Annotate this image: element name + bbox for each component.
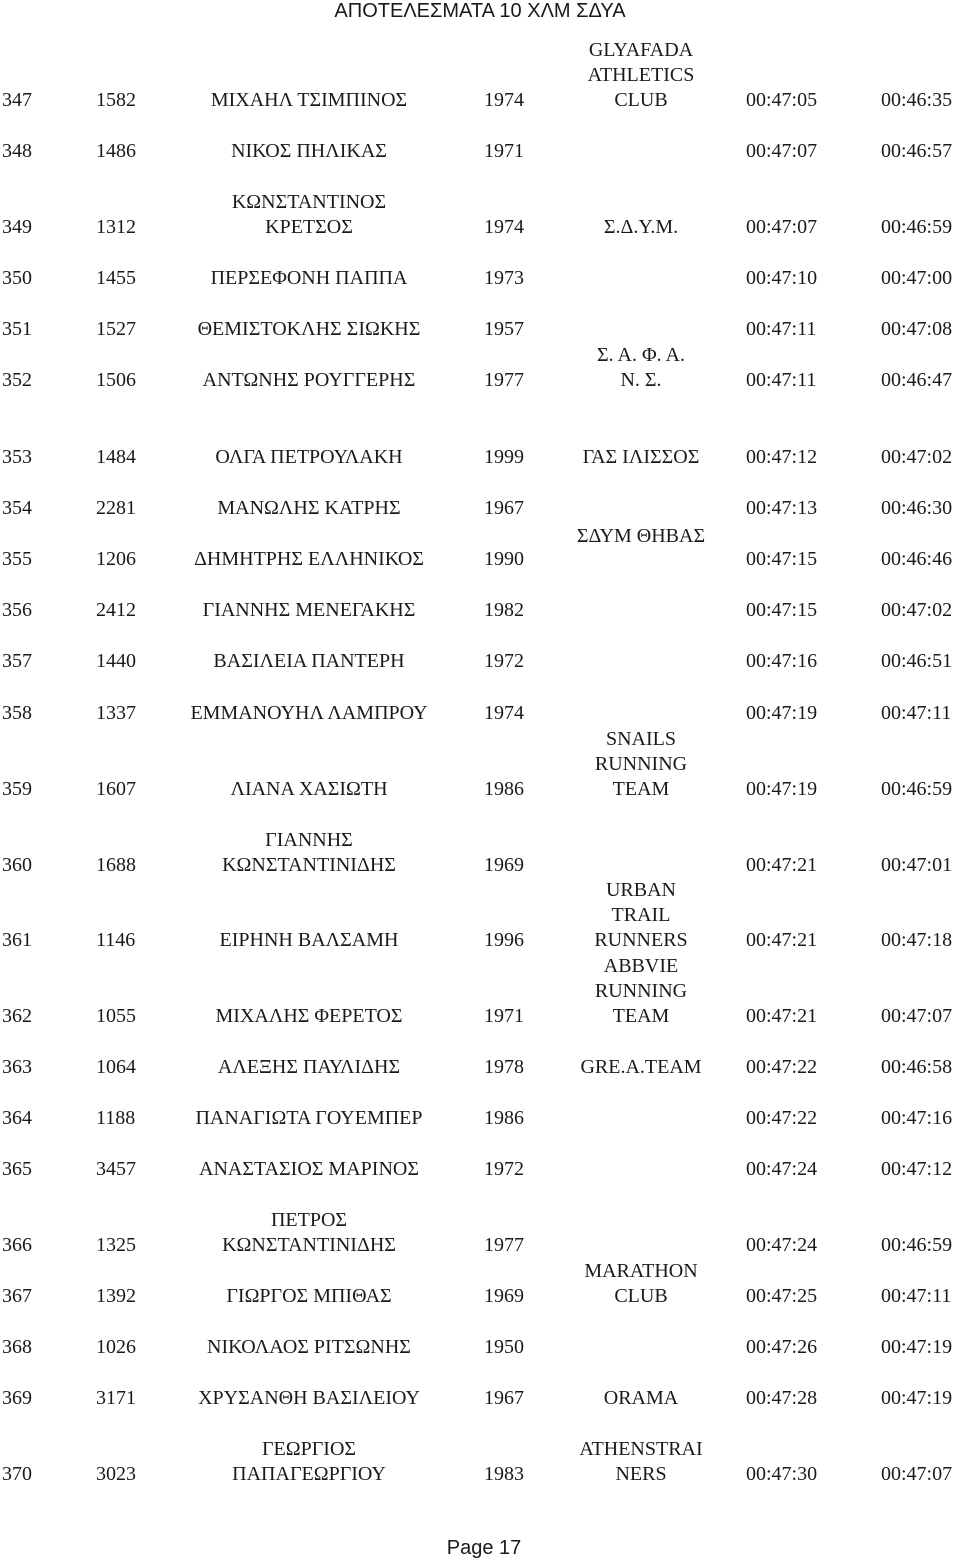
bib-cell: 1484	[96, 446, 136, 468]
year-cell: 1977	[484, 1234, 524, 1256]
shared-club-label: ΣΔΥΜ ΘΗΒΑΣ	[576, 525, 706, 547]
rank-cell: 360	[2, 854, 32, 876]
year-cell: 1986	[484, 778, 524, 800]
net-time-cell: 00:47:07	[881, 1463, 953, 1485]
name-cell: ΓΙΑΝΝΗΣ ΚΩΝΣΤΑΝΤΙΝΙΔΗΣ	[222, 829, 396, 876]
time-cell: 00:47:16	[746, 650, 818, 672]
year-cell: 1974	[484, 216, 524, 238]
name-cell: ΓΕΩΡΓΙΟΣ ΠΑΠΑΓΕΩΡΓΙΟΥ	[232, 1438, 386, 1485]
table-row	[0, 722, 960, 802]
bib-cell: 3023	[96, 1463, 136, 1485]
time-cell: 00:47:11	[746, 318, 817, 340]
year-cell: 1950	[484, 1336, 524, 1358]
year-cell: 1972	[484, 1158, 524, 1180]
name-cell: ΟΛΓΑ ΠΕΤΡΟΥΛΑΚΗ	[215, 446, 403, 468]
net-time-cell: 00:47:11	[881, 702, 952, 724]
net-time-cell: 00:46:51	[881, 650, 953, 672]
table-row	[0, 873, 960, 953]
net-time-cell: 00:47:00	[881, 267, 953, 289]
rank-cell: 361	[2, 929, 32, 951]
club-cell: Σ.Δ.Υ.Μ.	[603, 216, 679, 238]
club-cell: ORAMA	[603, 1387, 679, 1409]
time-cell: 00:47:05	[746, 89, 818, 111]
time-cell: 00:47:15	[746, 548, 818, 570]
year-cell: 1957	[484, 318, 524, 340]
net-time-cell: 00:47:12	[881, 1158, 953, 1180]
time-cell: 00:47:11	[746, 369, 817, 391]
name-cell: ΝΙΚΟΣ ΠΗΛΙΚΑΣ	[231, 140, 387, 162]
rank-cell: 355	[2, 548, 32, 570]
year-cell: 1999	[484, 446, 524, 468]
net-time-cell: 00:46:35	[881, 89, 953, 111]
year-cell: 1974	[484, 89, 524, 111]
year-cell: 1990	[484, 548, 524, 570]
table-row	[0, 1331, 960, 1411]
net-time-cell: 00:47:02	[881, 599, 953, 621]
bib-cell: 1337	[96, 702, 136, 724]
table-row	[0, 1102, 960, 1182]
rank-cell: 356	[2, 599, 32, 621]
bib-cell: 1055	[96, 1005, 136, 1027]
rank-cell: 370	[2, 1463, 32, 1485]
year-cell: 1973	[484, 267, 524, 289]
rank-cell: 357	[2, 650, 32, 672]
time-cell: 00:47:07	[746, 140, 818, 162]
bib-cell: 1607	[96, 778, 136, 800]
club-cell: ABBVIE RUNNING TEAM	[594, 955, 688, 1027]
net-time-cell: 00:46:58	[881, 1056, 953, 1078]
club-cell: GLYAFADA ATHLETICS CLUB	[587, 39, 695, 111]
bib-cell: 1688	[96, 854, 136, 876]
net-time-cell: 00:46:30	[881, 497, 953, 519]
net-time-cell: 00:46:59	[881, 778, 953, 800]
time-cell: 00:47:19	[746, 702, 818, 724]
bib-cell: 1455	[96, 267, 136, 289]
table-row	[0, 1407, 960, 1487]
club-cell: GRE.A.TEAM	[580, 1056, 702, 1078]
time-cell: 00:47:19	[746, 778, 818, 800]
bib-cell: 1325	[96, 1234, 136, 1256]
bib-cell: 2412	[96, 599, 136, 621]
time-cell: 00:47:24	[746, 1234, 818, 1256]
year-cell: 1996	[484, 929, 524, 951]
year-cell: 1986	[484, 1107, 524, 1129]
rank-cell: 350	[2, 267, 32, 289]
bib-cell: 1506	[96, 369, 136, 391]
year-cell: 1982	[484, 599, 524, 621]
name-cell: ΜΑΝΩΛΗΣ ΚΑΤΡΗΣ	[217, 497, 401, 519]
bib-cell: 2281	[96, 497, 136, 519]
name-cell: ΑΝΑΣΤΑΣΙΟΣ ΜΑΡΙΝΟΣ	[199, 1158, 419, 1180]
net-time-cell: 00:47:18	[881, 929, 953, 951]
rank-cell: 367	[2, 1285, 32, 1307]
bib-cell: 3457	[96, 1158, 136, 1180]
bib-cell: 1527	[96, 318, 136, 340]
name-cell: ΔΗΜΗΤΡΗΣ ΕΛΛΗΝΙΚΟΣ	[194, 548, 424, 570]
rank-cell: 363	[2, 1056, 32, 1078]
year-cell: 1971	[484, 140, 524, 162]
time-cell: 00:47:30	[746, 1463, 818, 1485]
club-cell: ΓΑΣ ΙΛΙΣΣΟΣ	[582, 446, 700, 468]
bib-cell: 1026	[96, 1336, 136, 1358]
name-cell: ΠΑΝΑΓΙΩΤΑ ΓΟΥΕΜΠΕΡ	[195, 1107, 423, 1129]
name-cell: ΒΑΣΙΛΕΙΑ ΠΑΝΤΕΡΗ	[213, 650, 405, 672]
net-time-cell: 00:46:46	[881, 548, 953, 570]
time-cell: 00:47:22	[746, 1056, 818, 1078]
net-time-cell: 00:46:59	[881, 1234, 953, 1256]
time-cell: 00:47:21	[746, 929, 818, 951]
net-time-cell: 00:47:19	[881, 1336, 953, 1358]
club-cell: SNAILS RUNNING TEAM	[594, 728, 688, 800]
club-cell: ATHENSTRAI NERS	[579, 1438, 703, 1485]
name-cell: ΕΜΜΑΝΟΥΗΛ ΛΑΜΠΡΟΥ	[190, 702, 428, 724]
time-cell: 00:47:28	[746, 1387, 818, 1409]
name-cell: ΛΙΑΝΑ ΧΑΣΙΩΤΗ	[230, 778, 388, 800]
year-cell: 1983	[484, 1463, 524, 1485]
bib-cell: 1064	[96, 1056, 136, 1078]
name-cell: ΝΙΚΟΛΑΟΣ ΡΙΤΣΩΝΗΣ	[207, 1336, 411, 1358]
time-cell: 00:47:21	[746, 1005, 818, 1027]
bib-cell: 1188	[96, 1107, 136, 1129]
name-cell: ΑΝΤΩΝΗΣ ΡΟΥΓΓΕΡΗΣ	[202, 369, 416, 391]
rank-cell: 359	[2, 778, 32, 800]
table-row	[0, 84, 960, 164]
rank-cell: 369	[2, 1387, 32, 1409]
time-cell: 00:47:22	[746, 1107, 818, 1129]
name-cell: ΠΕΡΣΕΦΟΝΗ ΠΑΠΠΑ	[210, 267, 408, 289]
time-cell: 00:47:26	[746, 1336, 818, 1358]
bib-cell: 1312	[96, 216, 136, 238]
name-cell: ΚΩΝΣΤΑΝΤΙΝΟΣ ΚΡΕΤΣΟΣ	[231, 191, 387, 238]
page-title: ΑΠΟΤΕΛΕΣΜΑΤΑ 10 ΧΛΜ ΣΔΥΑ	[334, 0, 626, 22]
rank-cell: 365	[2, 1158, 32, 1180]
club-cell: MARATHON CLUB	[584, 1260, 698, 1307]
year-cell: 1977	[484, 369, 524, 391]
table-row	[0, 646, 960, 726]
net-time-cell: 00:46:57	[881, 140, 953, 162]
rank-cell: 349	[2, 216, 32, 238]
net-time-cell: 00:47:19	[881, 1387, 953, 1409]
time-cell: 00:47:07	[746, 216, 818, 238]
rank-cell: 348	[2, 140, 32, 162]
year-cell: 1969	[484, 1285, 524, 1307]
rank-cell: 362	[2, 1005, 32, 1027]
name-cell: ΠΕΤΡΟΣ ΚΩΝΣΤΑΝΤΙΝΙΔΗΣ	[222, 1209, 396, 1256]
rank-cell: 347	[2, 89, 32, 111]
bib-cell: 1392	[96, 1285, 136, 1307]
name-cell: ΧΡΥΣΑΝΘΗ ΒΑΣΙΛΕΙΟΥ	[198, 1387, 420, 1409]
name-cell: ΑΛΕΞΗΣ ΠΑΥΛΙΔΗΣ	[217, 1056, 401, 1078]
rank-cell: 368	[2, 1336, 32, 1358]
time-cell: 00:47:12	[746, 446, 818, 468]
rank-cell: 358	[2, 702, 32, 724]
year-cell: 1971	[484, 1005, 524, 1027]
name-cell: ΘΕΜΙΣΤΟΚΛΗΣ ΣΙΩΚΗΣ	[197, 318, 421, 340]
rank-cell: 354	[2, 497, 32, 519]
table-row	[0, 313, 960, 393]
year-cell: 1972	[484, 650, 524, 672]
bib-cell: 1440	[96, 650, 136, 672]
name-cell: ΕΙΡΗΝΗ ΒΑΛΣΑΜΗ	[219, 929, 399, 951]
rank-cell: 366	[2, 1234, 32, 1256]
time-cell: 00:47:25	[746, 1285, 818, 1307]
time-cell: 00:47:15	[746, 599, 818, 621]
table-row	[0, 798, 960, 878]
name-cell: ΓΙΩΡΓΟΣ ΜΠΙΘΑΣ	[226, 1285, 392, 1307]
name-cell: ΓΙΑΝΝΗΣ ΜΕΝΕΓΑΚΗΣ	[202, 599, 416, 621]
rank-cell: 352	[2, 369, 32, 391]
rank-cell: 351	[2, 318, 32, 340]
club-cell: Σ. Α. Φ. Α. Ν. Σ.	[597, 344, 685, 391]
net-time-cell: 00:47:02	[881, 446, 953, 468]
bib-cell: 3171	[96, 1387, 136, 1409]
page-number: Page 17	[446, 1537, 522, 1559]
name-cell: ΜΙΧΑΗΛ ΤΣΙΜΠΙΝΟΣ	[210, 89, 408, 111]
time-cell: 00:47:24	[746, 1158, 818, 1180]
net-time-cell: 00:46:47	[881, 369, 953, 391]
name-cell: ΜΙΧΑΛΗΣ ΦΕΡΕΤΟΣ	[215, 1005, 403, 1027]
time-cell: 00:47:13	[746, 497, 818, 519]
net-time-cell: 00:47:08	[881, 318, 953, 340]
net-time-cell: 00:47:11	[881, 1285, 952, 1307]
year-cell: 1978	[484, 1056, 524, 1078]
net-time-cell: 00:46:59	[881, 216, 953, 238]
time-cell: 00:47:21	[746, 854, 818, 876]
year-cell: 1967	[484, 1387, 524, 1409]
net-time-cell: 00:47:01	[881, 854, 953, 876]
year-cell: 1974	[484, 702, 524, 724]
bib-cell: 1206	[96, 548, 136, 570]
rank-cell: 353	[2, 446, 32, 468]
time-cell: 00:47:10	[746, 267, 818, 289]
bib-cell: 1146	[96, 929, 136, 951]
club-cell: URBAN TRAIL RUNNERS	[594, 879, 688, 951]
year-cell: 1967	[484, 497, 524, 519]
rank-cell: 364	[2, 1107, 32, 1129]
year-cell: 1969	[484, 854, 524, 876]
bib-cell: 1486	[96, 140, 136, 162]
net-time-cell: 00:47:16	[881, 1107, 953, 1129]
net-time-cell: 00:47:07	[881, 1005, 953, 1027]
bib-cell: 1582	[96, 89, 136, 111]
